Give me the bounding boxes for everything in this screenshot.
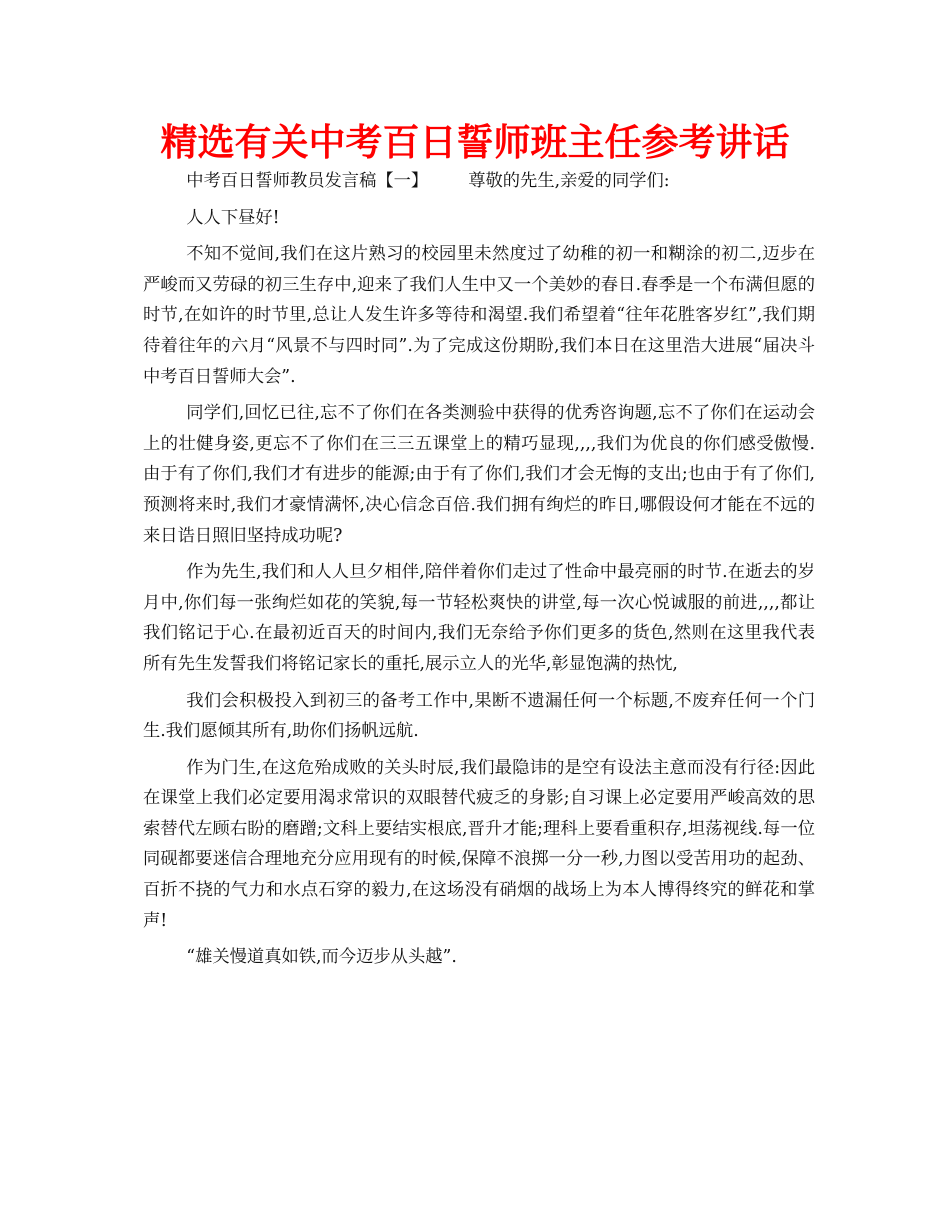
body-paragraph-4: 我们会积极投入到初三的备考工作中,果断不遗漏任何一个标题,不废弃任何一个门生.我们愿倾其所有,助你们扬帆远航. [143,690,815,742]
intro-label: 中考百日誓师教员发言稿【一】 [186,171,429,191]
document-title: 精选有关中考百日誓师班主任参考讲话 [160,121,790,164]
greeting-paragraph: 人人下昼好! [186,207,280,228]
document-body [143,166,815,973]
body-paragraph-2: 同学们,回忆已往,忘不了你们在各类测验中获得的优秀咨询题,忘不了你们在运动会上的壮健身姿,更忘不了你们在三三五课堂上的精巧显现,,,,我们为优良的你们感受傲慢.由于有了你们,我们才有进步的能源;由于有了你们,我们才会无悔的支出;也由于有了你们,预测将来时,我们才豪情满怀,决心信念百倍.我们拥有绚烂的昨日,哪假设何才能在不远的来日诰日照旧坚持成功呢? [143,403,815,546]
body-paragraph-6: “雄关慢道真如铁,而今迈步从头越”. [186,947,457,968]
body-paragraph-1: 不知不觉间,我们在这片熟习的校园里未然度过了幼稚的初一和糊涂的初二,迈步在严峻而又劳碌的初三生存中,迎来了我们人生中又一个美妙的春日.春季是一个布满但愿的时节,在如许的时节里,总让人发生许多等待和渴望.我们希望着“往年花胜客岁红”,我们期待着往年的六月“风景不与四时同”.为了完成这份期盼,我们本日在这里浩大进展“届决斗中考百日誓师大会”. [143,244,815,387]
intro-line [143,166,815,197]
body-paragraph-5: 作为门生,在这危殆成败的关头时辰,我们最隐讳的是空有设法主意而没有行径:因此在课堂上我们必定要用渴求常识的双眼替代疲乏的身影;自习课上必定要用严峻高效的思索替代左顾右盼的磨蹭;文科上要结实根底,晋升才能;理科上要看重积存,坦荡视线.每一位同砚都要迷信合理地充分应用现有的时候,保障不浪掷一分一秒,力图以受苦用功的起劲、百折不挠的气力和水点石穿的毅力,在这场没有硝烟的战场上为本人博得终究的鲜花和掌声! [143,757,815,931]
body-paragraph-3: 作为先生,我们和人人旦夕相伴,陪伴着你们走过了性命中最亮丽的时节.在逝去的岁月中,你们每一张绚烂如花的笑貌,每一节轻松爽快的讲堂,每一次心悦诚服的前进,,,,都让我们铭记于心.在最初近百天的时间内,我们无奈给予你们更多的货色,然则在这里我代表所有先生发誓我们将铭记家长的重托,展示立人的光华,彰显饱满的热忱, [143,562,815,674]
intro-salutation: 尊敬的先生,亲爱的同学们: [468,171,670,191]
